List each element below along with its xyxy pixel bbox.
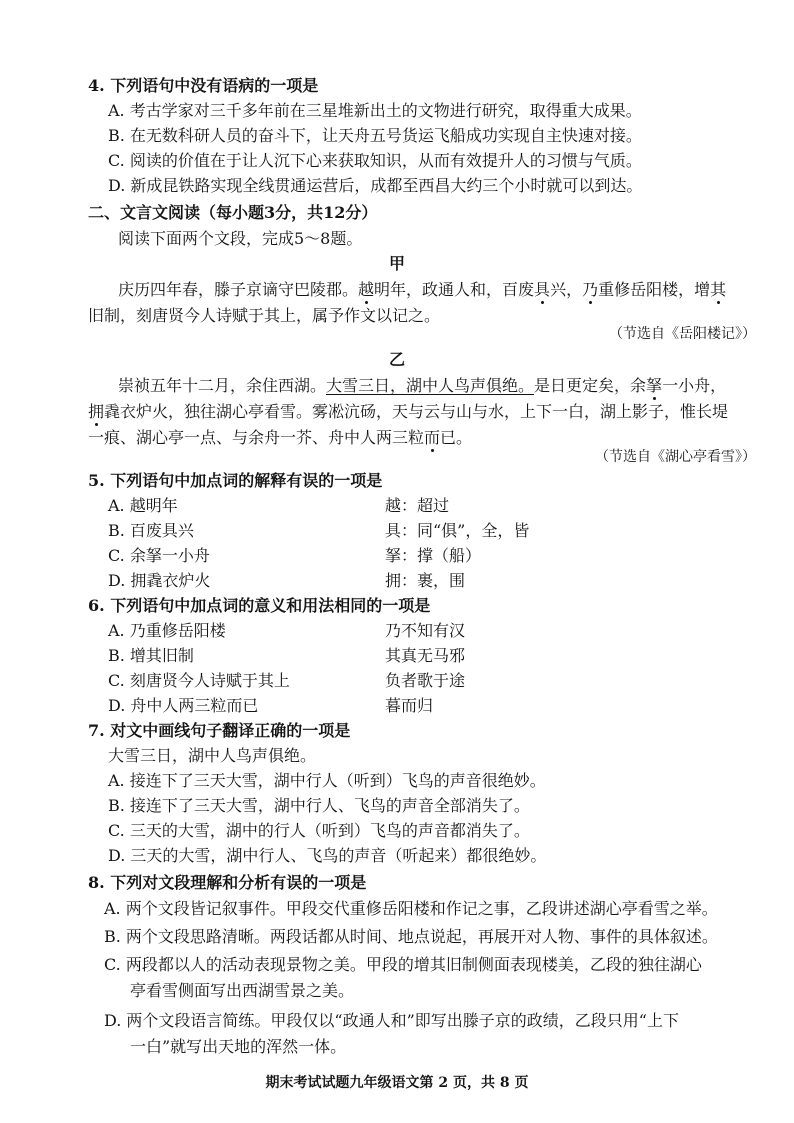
section2-intro: 阅读下面两个文段，完成5～8题。	[118, 229, 363, 248]
text-span: 崇祯五年十二月，余住西湖。	[118, 376, 327, 395]
text-span: 重修岳阳楼，增	[598, 280, 711, 299]
text-span: 庆历四年春，滕子京谪守巴陵郡。	[118, 280, 359, 299]
text-span: 一小舟，	[662, 376, 727, 395]
passage-yi-title: 乙	[388, 350, 405, 369]
passage-yi-source: （节选自《湖心亭看雪》）	[595, 449, 756, 465]
q7-quote: 大雪三日，湖中人鸟声俱绝。	[108, 746, 317, 765]
q4-option-a: A. 考古学家对三千多年前在三星堆新出土的文物进行研究，取得重大成果。	[108, 101, 642, 120]
dotted-word: 而	[424, 428, 441, 447]
underlined-sentence: 大雪三日，湖中人鸟声俱绝。	[326, 376, 535, 395]
q7-option-d: D. 三天的大雪，湖中行人、飞鸟的声音（听起来）都很绝妙。	[108, 846, 547, 865]
passage-yi-line3	[88, 427, 472, 449]
q5-row-b-left: B. 百废具兴	[108, 521, 194, 540]
q6-row-b-right: 其真无马邪	[385, 646, 466, 665]
passage-jia-line1	[118, 279, 726, 301]
passage-jia-line2: 旧制，刻唐贤今人诗赋于其上，属予作文以记之。	[88, 306, 441, 325]
dotted-word: 拥	[88, 402, 105, 421]
q5-row-d-left: D. 拥毳衣炉火	[108, 571, 211, 590]
q7-option-b: B. 接连下了三天大雪，湖中行人、飞鸟的声音全部消失了。	[108, 796, 530, 815]
text-span: 兴，	[550, 280, 583, 299]
text-span: 毳衣炉火，独往湖心亭看雪。雾凇沆砀，天与云与山与水，上下一白，湖上影子，惟长堤	[104, 402, 729, 421]
q8-stem: 8. 下列对文段理解和分析有误的一项是	[88, 873, 367, 892]
q6-row-c-left: C. 刻唐贤今人诗赋于其上	[108, 671, 290, 690]
q6-row-c-right: 负者歌于途	[385, 671, 466, 690]
q6-row-b-left: B. 增其旧制	[108, 646, 194, 665]
q8-option-a: A. 两个文段皆记叙事件。甲段交代重修岳阳楼和作记之事，乙段讲述湖心亭看雪之举。	[104, 899, 718, 918]
q7-stem: 7. 对文中画线句子翻译正确的一项是	[88, 721, 351, 740]
dotted-word: 具	[534, 280, 551, 299]
passage-yi-line1	[118, 375, 726, 397]
passage-jia-title: 甲	[388, 254, 405, 273]
dotted-word: 其	[710, 280, 727, 299]
q4-stem: 4. 下列语句中没有语病的一项是	[88, 76, 319, 95]
q5-row-c-left: C. 余拏一小舟	[108, 546, 210, 565]
q8-option-c-line1: C. 两段都以人的活动表现景物之美。甲段的增其旧制侧面表现楼美，乙段的独往湖心	[104, 955, 702, 974]
q4-option-b: B. 在无数科研人员的奋斗下，让天舟五号货运飞船成功实现自主快速对接。	[108, 126, 642, 145]
q4-option-c: C. 阅读的价值在于让人沉下心来获取知识，从而有效提升人的习惯与气质。	[108, 151, 642, 170]
q6-row-a-right: 乃不知有汉	[385, 621, 466, 640]
q7-option-a: A. 接连下了三天大雪，湖中行人（听到）飞鸟的声音很绝妙。	[108, 771, 546, 790]
q5-stem: 5. 下列语句中加点词的解释有误的一项是	[88, 471, 383, 490]
passage-yi-line2	[88, 401, 728, 423]
passage-jia-source: （节选自《岳阳楼记》）	[609, 326, 756, 342]
dotted-word: 乃	[582, 280, 599, 299]
q5-row-a-left: A. 越明年	[108, 496, 178, 515]
q5-row-a-right: 越：超过	[385, 496, 450, 515]
q8-option-d-line1: D. 两个文段语言简练。甲段仅以“政通人和”即写出滕子京的政绩，乙段只用“上下	[104, 1011, 679, 1030]
dotted-word: 越	[358, 280, 375, 299]
q7-option-c: C. 三天的大雪，湖中的行人（听到）飞鸟的声音都消失了。	[108, 821, 530, 840]
q8-option-c-line2: 亭看雪侧面写出西湖雪景之美。	[130, 981, 355, 1000]
q6-row-d-left: D. 舟中人两三粒而已	[108, 696, 259, 715]
text-span: 已。	[440, 428, 473, 447]
text-span: 一痕、湖心亭一点、与余舟一芥、舟中人两三粒	[88, 428, 425, 447]
q5-row-d-right: 拥：裹，围	[385, 571, 466, 590]
q5-row-c-right: 拏：撑（船）	[385, 546, 482, 565]
q8-option-b: B. 两个文段思路清晰。两段话都从时间、地点说起，再展开对人物、事件的具体叙述。	[104, 927, 718, 946]
text-span: 是日更定矣，余	[534, 376, 647, 395]
dotted-word: 拏	[646, 376, 663, 395]
q6-stem: 6. 下列语句中加点词的意义和用法相同的一项是	[88, 596, 431, 615]
q6-row-a-left: A. 乃重修岳阳楼	[108, 621, 226, 640]
q4-option-d: D. 新成昆铁路实现全线贯通运营后，成都至西昌大约三个小时就可以到达。	[108, 176, 643, 195]
text-span: 明年，政通人和，百废	[374, 280, 535, 299]
q8-option-d-line2: 一白”就写出天地的浑然一体。	[130, 1037, 347, 1056]
section2-heading: 二、文言文阅读（每小题3分，共12分）	[88, 203, 378, 222]
page-footer: 期末考试试题九年级语文第 2 页，共 8 页	[265, 1075, 529, 1091]
q6-row-d-right: 暮而归	[385, 696, 434, 715]
q5-row-b-right: 具：同“俱”，全，皆	[385, 521, 530, 540]
